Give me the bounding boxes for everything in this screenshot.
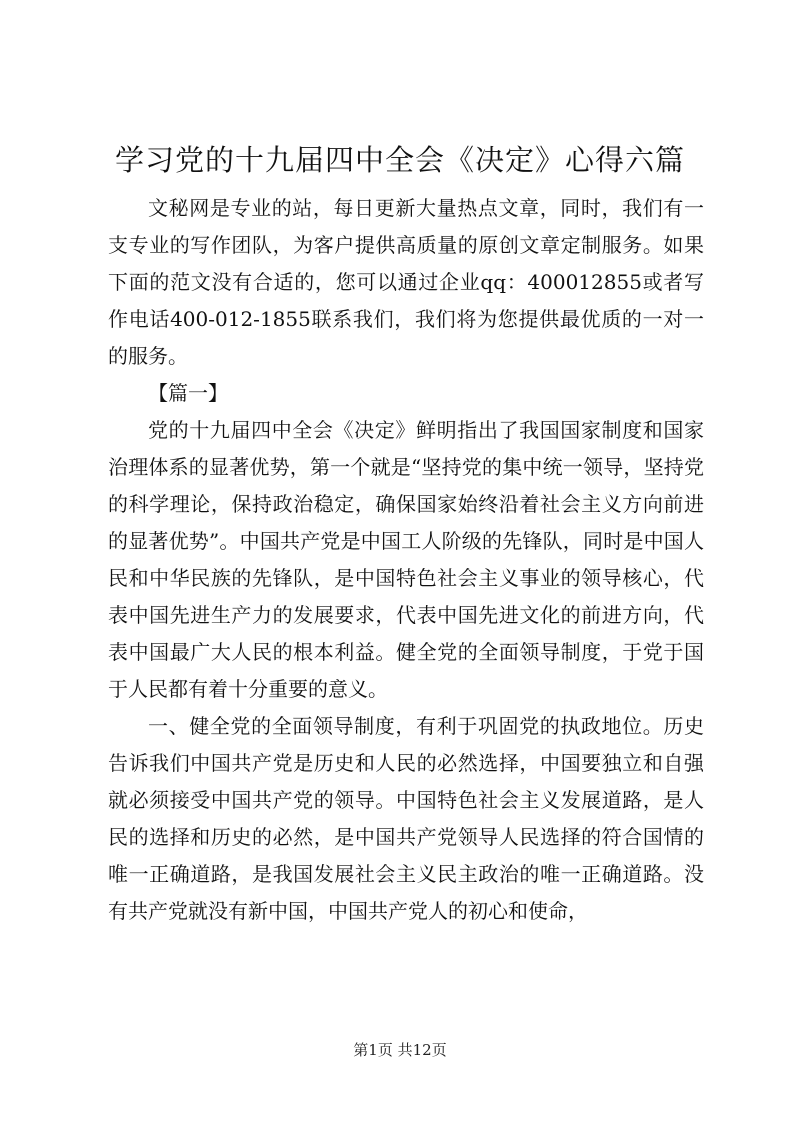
section-heading: 【篇一】 xyxy=(148,381,228,405)
document-body xyxy=(108,190,704,930)
page-footer: 第1页 共12页 xyxy=(353,1041,447,1059)
intro-paragraph: 文秘网是专业的站，每日更新大量热点文章，同时，我们有一支专业的写作团队，为客户提供高质量的原创文章定制服务。如果下面的范文没有合适的，您可以通过企业qq：400012855或者写作电话400-012-1855联系我们，我们将为您提供最优质的一对一的服务。 xyxy=(108,196,704,368)
body-paragraph-1: 党的十九届四中全会《决定》鲜明指出了我国国家制度和国家治理体系的显著优势，第一个就是“坚持党的集中统一领导，坚持党的科学理论，保持政治稳定，确保国家始终沿着社会主义方向前进的显著优势”。中国共产党是中国工人阶级的先锋队，同时是中国人民和中华民族的先锋队，是中国特色社会主义事业的领导核心，代表中国先进生产力的发展要求，代表中国先进文化的前进方向，代表中国最广大人民的根本利益。健全党的全面领导制度，于党于国于人民都有着十分重要的意义。 xyxy=(108,418,704,701)
document-title: 学习党的十九届四中全会《决定》心得六篇 xyxy=(114,143,685,177)
body-paragraph-2: 一、健全党的全面领导制度，有利于巩固党的执政地位。历史告诉我们中国共产党是历史和人民的必然选择，中国要独立和自强就必须接受中国共产党的领导。中国特色社会主义发展道路，是人民的选择和历史的必然，是中国共产党领导人民选择的符合国情的唯一正确道路，是我国发展社会主义民主政治的唯一正确道路。没有共产党就没有新中国，中国共产党人的初心和使命， xyxy=(108,714,704,923)
